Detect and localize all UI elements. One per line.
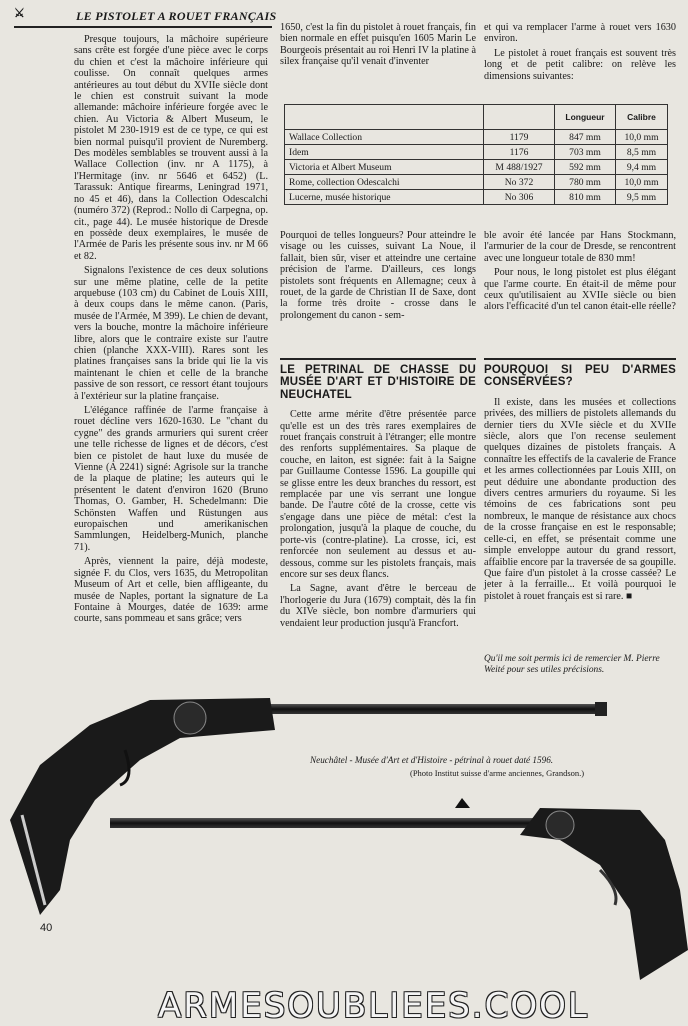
table-cell: Victoria et Albert Museum: [285, 160, 484, 175]
paragraph: La Sagne, avant d'être le berceau de l'horlogerie du Jura (1679) comptait, dès la fin du XIVe siècle, bon nombre d'armuriers qui vendaient leur production jusqu'à Francfort.: [280, 583, 476, 629]
paragraph: Après, viennent la paire, déjà modeste, signée F. du Clos, vers 1635, du Metropolitan Museum of Art et celle, bien affligeante, du musée de Naples, portant la signature de La Fontaine à Mourges, datée de 1639: arme courte, sans pommeau et sans grâce; vers: [74, 556, 268, 625]
pistol-upper: [10, 698, 607, 915]
section-title: LE PETRINAL DE CHASSE DU MUSÉE D'ART ET D'HISTOIRE DE NEUCHATEL: [280, 364, 476, 401]
table-row: [285, 160, 668, 175]
section-rule: [484, 358, 676, 360]
column-left: [74, 34, 268, 628]
column-right-mid: [484, 230, 676, 316]
table-cell: 8,5 mm: [616, 145, 668, 160]
photo-caption: Neuchâtel - Musée d'Art et d'Histoire - pétrinal à rouet daté 1596.: [310, 755, 554, 765]
paragraph: Il existe, dans les musées et collections privées, des milliers de pistolets allemands du dernier tiers du XVIe siècle et du XVIIe siècle, alors que l'on recense seulement quelques dizaines de pistolets français. A connaître les effectifs de la cavalerie de France et les armes collectionnées par Louis XIII, on peut déduire une abondante production des divers centres armuriers du royaume. Si les témoins de ces fabrications sont peu nombreux, le manque de résistance aux chocs de la crosse française en est le responsable; celle-ci, en effet, se présentait comme une simple enveloppe autour du grand ressort, affaiblie encore par la traversée de sa goupille. Que faire d'un pistolet à la crosse cassée? Le jeter à la ferraille... Et voilà pourquoi le pistolet à rouet français est si rare. ■: [484, 396, 676, 602]
watermark: ARMESOUBLIEES.COOL: [158, 986, 589, 1026]
table-cell: No 372: [484, 175, 555, 190]
column-middle-top: [280, 22, 476, 71]
table-header-row: [285, 105, 668, 130]
table-header-cell: Longueur: [555, 105, 616, 130]
table-cell: 592 mm: [555, 160, 616, 175]
paragraph: 1650, c'est la fin du pistolet à rouet français, fin bien normale en effet puisqu'en 1605 Marin Le Bourgeois présentait au roi Henri IV la platine à silex française qu'il venait d'inventer: [280, 22, 476, 68]
acknowledgement: Qu'il me soit permis ici de remercier M. Pierre Weité pour ses utiles précisions.: [484, 654, 660, 675]
section-rule: [280, 358, 476, 360]
paragraph: L'élégance raffinée de l'arme française à rouet décline vers 1620-1630. Le "chant du cygne" des grands armuriers qui surent créer une telle richesse de lignes et de décors, c'est bien ce pistolet de haut luxe du musée de Vienne (A 2241) signé: Agrisole sur la tranche de la plaque de platine; les auteurs qui le présentent le datent d'environ 1620 (Bruno Thomas, O. Gamber, H. Schedelmann: Die Schönsten Waffen und Rüstungen aus europaischen und amerikanischen Sammlungen, Heidelberg-Munich, planche 71).: [74, 405, 268, 553]
section-title: POURQUOI SI PEU D'ARMES CONSERVÉES?: [484, 364, 676, 389]
table-cell: 780 mm: [555, 175, 616, 190]
paragraph: Presque toujours, la mâchoire supérieure sans crête est forgée d'une pièce avec le corps du chien et c'est la mâchoire inférieure qui coulisse. On connaît quelques armes antérieures au tout début du XVIIe siècle dont le chien est construit suivant la mode allemande: mâchoire inférieure forgée avec le chien. Au Victoria & Albert Museum, le pistolet M 230-1919 est de ce type, ce qui est bien normal puisqu'il provient de Nuremberg. Des modèles semblables se trouvent aussi à la Wallace Collection (inv. nr A 1175), à l'Hermitage (inv. nr 5646 et 6452) (L. Tarassuk: Antique firearms, Leningrad 1971, no 45 et 46), dans la Collection Odescalchi (numéro 372) (Reprod.: Nollo di Carpegna, op. cit., page 44). Le musée historique de Dresde en possède deux exemplaires, le musée de l'Armée de Paris les présente sous inv. nr M 66 et 82.: [74, 34, 268, 262]
table-header-cell: [484, 105, 555, 130]
table-header-cell: Calibre: [616, 105, 668, 130]
pistol-lower: [110, 798, 688, 980]
table-cell: 810 mm: [555, 190, 616, 205]
section-pourquoi: [484, 364, 676, 605]
paragraph: ble avoir été lancée par Hans Stockmann, l'armurier de la cour de Dresde, se rencontrent avec une longueur totale de 830 mm!: [484, 230, 676, 264]
table-cell: No 306: [484, 190, 555, 205]
paragraph: Pour nous, le long pistolet est plus élégant que l'arme courte. En était-il de même pour ceux qu'utilisaient au XVIIe siècle ou bien alors l'efficacité d'un tel canon était-elle réelle?: [484, 267, 676, 313]
wheellock-pistol-photo: [0, 690, 688, 990]
table-cell: Rome, collection Odescalchi: [285, 175, 484, 190]
paragraph: Le pistolet à rouet français est souvent très long et de petit calibre: on relève les dimensions suivantes:: [484, 47, 676, 82]
table-cell: 847 mm: [555, 130, 616, 145]
header-title: LE PISTOLET A ROUET FRANÇAIS: [76, 9, 277, 23]
table-row: [285, 175, 668, 190]
table-cell: 703 mm: [555, 145, 616, 160]
column-middle-mid: [280, 230, 476, 324]
table-cell: 9,5 mm: [616, 190, 668, 205]
table-cell: 10,0 mm: [616, 130, 668, 145]
table-cell: Idem: [285, 145, 484, 160]
table-header-cell: [285, 105, 484, 130]
table-cell: 1176: [484, 145, 555, 160]
pistol-logo-icon: ⚔: [14, 6, 26, 20]
table-row: [285, 190, 668, 205]
table-body: [285, 130, 668, 205]
paragraph: Cette arme mérite d'être présentée parce qu'elle est un des très rares exemplaires de rouet français construit à l'étranger; elle montre des renforts supplémentaires. Sa plaque de couche, en laiton, est signée: fait à la Saigne par Guillaume Contesse 1596. La goupille qui se glisse entre les deux branches du ressort, est remplacée par une vis serrant une longue bande. De l'autre côté de la crosse, cette vis s'engage dans une pièce de métal: c'est la prolongation, jusqu'à la plaque de couche, du porte-vis (contre-platine). La crosse, ici, est renforcée non seulement au dessus et au-dessous, comme sur les pistolets français, mais encore sur ses deux flancs.: [280, 409, 476, 580]
table-row: [285, 130, 668, 145]
page-number: 40: [40, 922, 53, 934]
table-cell: 10,0 mm: [616, 175, 668, 190]
paragraph: Signalons l'existence de ces deux solutions sur une même platine, celle de la petite arquebuse (103 cm) du Cabinet de Louis XIII, à deux coups dans le même canon. (Paris, musée de l'Armée, M 399). Le chien de devant, vers la bouche, montre la mâchoire inférieure libre, alors que le contraire existe sur l'autre chien (planche XXX-VIII). Rares sont les platines françaises sans la bride qui lie la vis maintenant le chien et celle de la branche passive de son ressort, ce ressort étant toujours à l'extérieur sur la platine française.: [74, 265, 268, 402]
photo-credit: (Photo Institut suisse d'arme anciennes, Grandson.): [410, 768, 585, 778]
table-cell: 1179: [484, 130, 555, 145]
table-row: [285, 145, 668, 160]
table-cell: 9,4 mm: [616, 160, 668, 175]
section-petrinal: [280, 364, 476, 632]
table-cell: M 488/1927: [484, 160, 555, 175]
paragraph: et qui va remplacer l'arme à rouet vers 1630 environ.: [484, 22, 676, 45]
table-cell: Wallace Collection: [285, 130, 484, 145]
dimensions-table: [284, 104, 668, 205]
running-header: [14, 4, 277, 28]
paragraph: Pourquoi de telles longueurs? Pour atteindre le visage ou les cuisses, suivant La Noue, il fallait, bien sûr, viser et atteindre une certaine précision de l'arme. D'ailleurs, ces longs pistolets sont fréquents en Allemagne; ceux à rouet, de la garde de Christian II de Saxe, dont la forme très droite - crosse dans le prolongement du canon - sem-: [280, 230, 476, 321]
table-cell: Lucerne, musée historique: [285, 190, 484, 205]
column-right-top: [484, 22, 676, 85]
